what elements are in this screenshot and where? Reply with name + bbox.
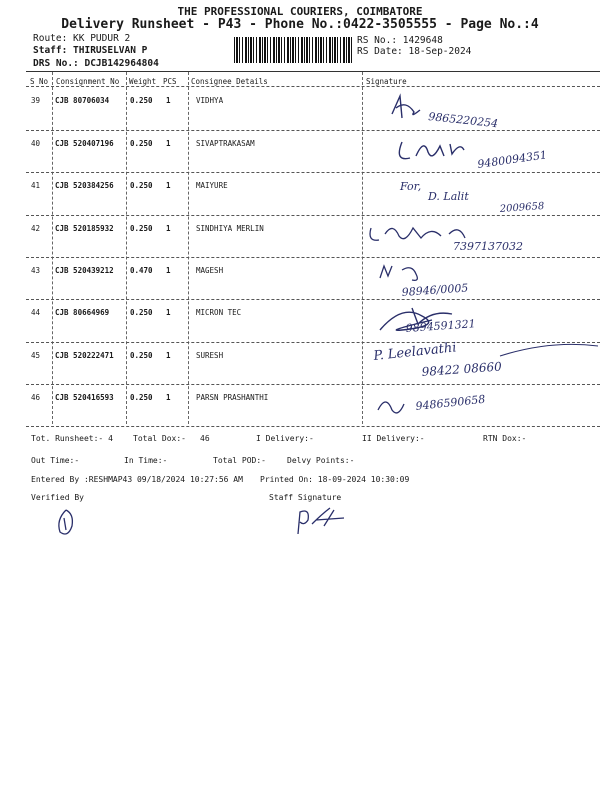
row-divider (26, 130, 600, 131)
svg-text:9894591321: 9894591321 (405, 317, 477, 335)
row-sno: 45 (31, 351, 41, 360)
svg-text:For,: For, (400, 180, 422, 193)
verified-by: Verified By (31, 493, 84, 502)
table-top-rule (26, 71, 600, 72)
signature-scribble (380, 132, 595, 174)
row-weight: 0.250 (130, 393, 153, 402)
row-consignment: CJB 520407196 (55, 139, 114, 148)
in-time: In Time:- (124, 456, 168, 465)
row-consignee: MAIYURE (196, 181, 228, 190)
barcode (234, 37, 352, 63)
col-header-weight: Weight (129, 77, 157, 86)
staff-signature (290, 500, 350, 538)
tot-runsheet: Tot. Runsheet:- 4 (31, 434, 113, 443)
row-pcs: 1 (166, 308, 171, 317)
row-consignment: CJB 80664969 (55, 308, 110, 317)
row-sno: 40 (31, 139, 41, 148)
svg-text:7397137032: 7397137032 (453, 240, 523, 253)
signature-scribble (380, 90, 590, 130)
row-consignee: SIVAPTRAKASAM (196, 139, 255, 148)
signature-scribble (372, 260, 572, 302)
entered-by: Entered By :RESHMAP43 09/18/2024 10:27:56 AM (31, 475, 243, 484)
row-pcs: 1 (166, 266, 171, 275)
row-sno: 46 (31, 393, 41, 402)
row-weight: 0.470 (130, 266, 153, 275)
col-header-signature: Signature (366, 77, 407, 86)
company-name: THE PROFESSIONAL COURIERS, COIMBATORE (177, 5, 423, 18)
row-weight: 0.250 (130, 181, 153, 190)
row-weight: 0.250 (130, 308, 153, 317)
row-weight: 0.250 (130, 351, 153, 360)
route-label: Route: KK PUDUR 2 (33, 33, 131, 44)
row-weight: 0.250 (130, 139, 153, 148)
ii-delivery: II Delivery:- (362, 434, 425, 443)
signature-scribble (370, 336, 600, 384)
svg-text:9865220254: 9865220254 (427, 110, 499, 131)
total-dox-value: 46 (200, 434, 210, 443)
out-time: Out Time:- (31, 456, 80, 465)
row-consignee: VIDHYA (196, 96, 224, 105)
col-header-pcs: PCS (163, 77, 177, 86)
row-consignment: CJB 520222471 (55, 351, 114, 360)
svg-text:D. Lalit: D. Lalit (428, 190, 469, 203)
drs-number: DRS No.: DCJB142964804 (33, 58, 159, 69)
runsheet-title: Delivery Runsheet - P43 - Phone No.:0422-3505555 - Page No.:4 (61, 17, 539, 32)
row-consignee: MICRON TEC (196, 308, 242, 317)
row-sno: 43 (31, 266, 41, 275)
svg-text:9480094351: 9480094351 (476, 148, 548, 171)
row-consignee: PARSN PRASHANTHI (196, 393, 269, 402)
row-consignment: CJB 520439212 (55, 266, 114, 275)
svg-text:98422 08660: 98422 08660 (421, 359, 503, 379)
delvy-points: Delvy Points:- (287, 456, 355, 465)
col-header-consignee: Consignee Details (191, 77, 268, 86)
total-pod: Total POD:- (213, 456, 266, 465)
rtn-dox: RTN Dox:- (483, 434, 527, 443)
row-pcs: 1 (166, 224, 171, 233)
row-weight: 0.250 (130, 96, 153, 105)
row-consignment: CJB 520416593 (55, 393, 114, 402)
row-consignment: CJB 520185932 (55, 224, 114, 233)
row-pcs: 1 (166, 393, 171, 402)
header-divider (26, 86, 600, 87)
row-consignee: SURESH (196, 351, 224, 360)
row-sno: 42 (31, 224, 41, 233)
signature-scribble (365, 216, 585, 258)
col-divider (52, 72, 53, 424)
col-header-sno: S No (30, 77, 49, 86)
svg-text:9486590658: 9486590658 (414, 392, 486, 413)
row-sno: 39 (31, 96, 41, 105)
row-pcs: 1 (166, 96, 171, 105)
staff-label: Staff: THIRUSELVAN P (33, 45, 148, 56)
row-sno: 41 (31, 181, 41, 190)
col-divider (126, 72, 127, 424)
signature-scribble (372, 384, 572, 424)
row-pcs: 1 (166, 139, 171, 148)
row-consignment: CJB 80706034 (55, 96, 110, 105)
svg-text:2009658: 2009658 (499, 200, 545, 215)
verifier-signature (52, 506, 82, 540)
staff-signature-label: Staff Signature (269, 493, 342, 502)
rs-number: RS No.: 1429648 (357, 35, 443, 46)
printed-on: Printed On: 18-09-2024 10:30:09 (260, 475, 410, 484)
row-weight: 0.250 (130, 224, 153, 233)
row-consignment: CJB 520384256 (55, 181, 114, 190)
svg-text:98946/0005: 98946/0005 (401, 281, 469, 299)
rs-date: RS Date: 18-Sep-2024 (357, 46, 472, 57)
row-sno: 44 (31, 308, 41, 317)
svg-text:P. Leelavathi: P. Leelavathi (372, 340, 458, 364)
row-pcs: 1 (166, 181, 171, 190)
col-divider (362, 72, 363, 424)
signature-scribble (390, 174, 590, 216)
row-consignee: MAGESH (196, 266, 224, 275)
i-delivery: I Delivery:- (256, 434, 314, 443)
row-consignee: SINDHIYA MERLIN (196, 224, 264, 233)
row-pcs: 1 (166, 351, 171, 360)
total-dox-label: Total Dox:- (133, 434, 186, 443)
col-divider (188, 72, 189, 424)
col-header-consignment: Consignment No (56, 77, 120, 86)
table-bottom-rule (26, 426, 600, 427)
